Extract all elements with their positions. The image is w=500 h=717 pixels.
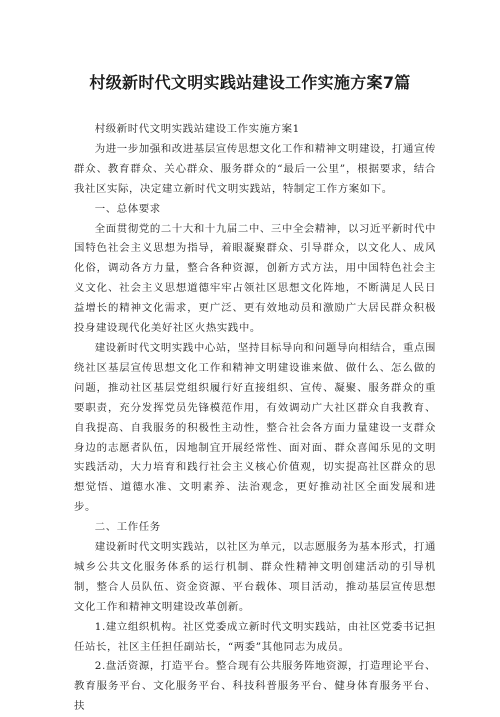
section-heading-1: 一、总体要求 — [94, 202, 161, 215]
section-heading-2: 二、工作任务 — [94, 521, 161, 534]
paragraph-subtitle: 村级新时代文明实践站建设工作实施方案1 — [94, 123, 300, 135]
document-body — [74, 120, 436, 717]
paragraph-tasks: 建设新时代文明实践站，以社区为单元，以志愿服务为基本形式，打通城乡公共文化服务体系的运行机制、群众性精神文明创建活动的引导机制，整合人员队伍、资金资源、平台载体、项目活动，推动基层宣传思想文化工作和精神文明建设改革创新。 — [74, 541, 436, 613]
paragraph-item-2: 2.盘活资源，打造平台。整合现有公共服务阵地资源，打造理论平台、教育服务平台、文化服务平台、科技科普服务平台、健身体育服务平台、扶 — [74, 660, 436, 713]
paragraph-intro: 为进一步加强和改进基层宣传思想文化工作和精神文明建设，打通宣传群众、教育群众、关心群众、服务群众的“最后一公里”，根据要求，结合我社区实际，决定建立新时代文明实践站，特制定工作方案如下。 — [74, 142, 436, 195]
paragraph-requirements: 全面贯彻党的二十大和十九届二中、三中全会精神，以习近平新时代中国特色社会主义思想为指导，着眼凝聚群众、引导群众，以文化人、成风化俗，调动各方力量，整合各种资源，创新方式方法，用中国特色社会主义文化、社会主义思想道德牢牢占领社区思想文化阵地，不断满足人民日益增长的精神文化需求，更广泛、更有效地动员和激励广大居民群众积极投身建设现代化美好社区火热实践中。 — [74, 222, 436, 335]
document-title: 村级新时代文明实践站建设工作实施方案7篇 — [89, 73, 411, 92]
paragraph-center: 建设新时代文明实践中心站，坚持目标导向和问题导向相结合，重点围绕社区基层宣传思想文化工作和精神文明建设谁来做、做什么、怎么做的问题，推动社区基层党组织履行好直接组织、宣传、凝聚、服务群众的重要职责，充分发挥党员先锋模范作用，有效调动广大社区群众自我教育、自我提高、自我服务的积极性主动性，整合社会各方面力量建设一支群众身边的志愿者队伍，因地制宜开展经常性、面对面、群众喜闻乐见的文明实践活动，大力培育和践行社会主义核心价值观，切实提高社区群众的思想觉悟、道德水准、文明素养、法治观念，更好推动社区全面发展和进步。 — [74, 341, 436, 514]
paragraph-item-1: 1.建立组织机构。社区党委成立新时代文明实践站，由社区党委书记担任站长，社区主任担任副站长，“两委”其他同志为成员。 — [74, 620, 436, 653]
